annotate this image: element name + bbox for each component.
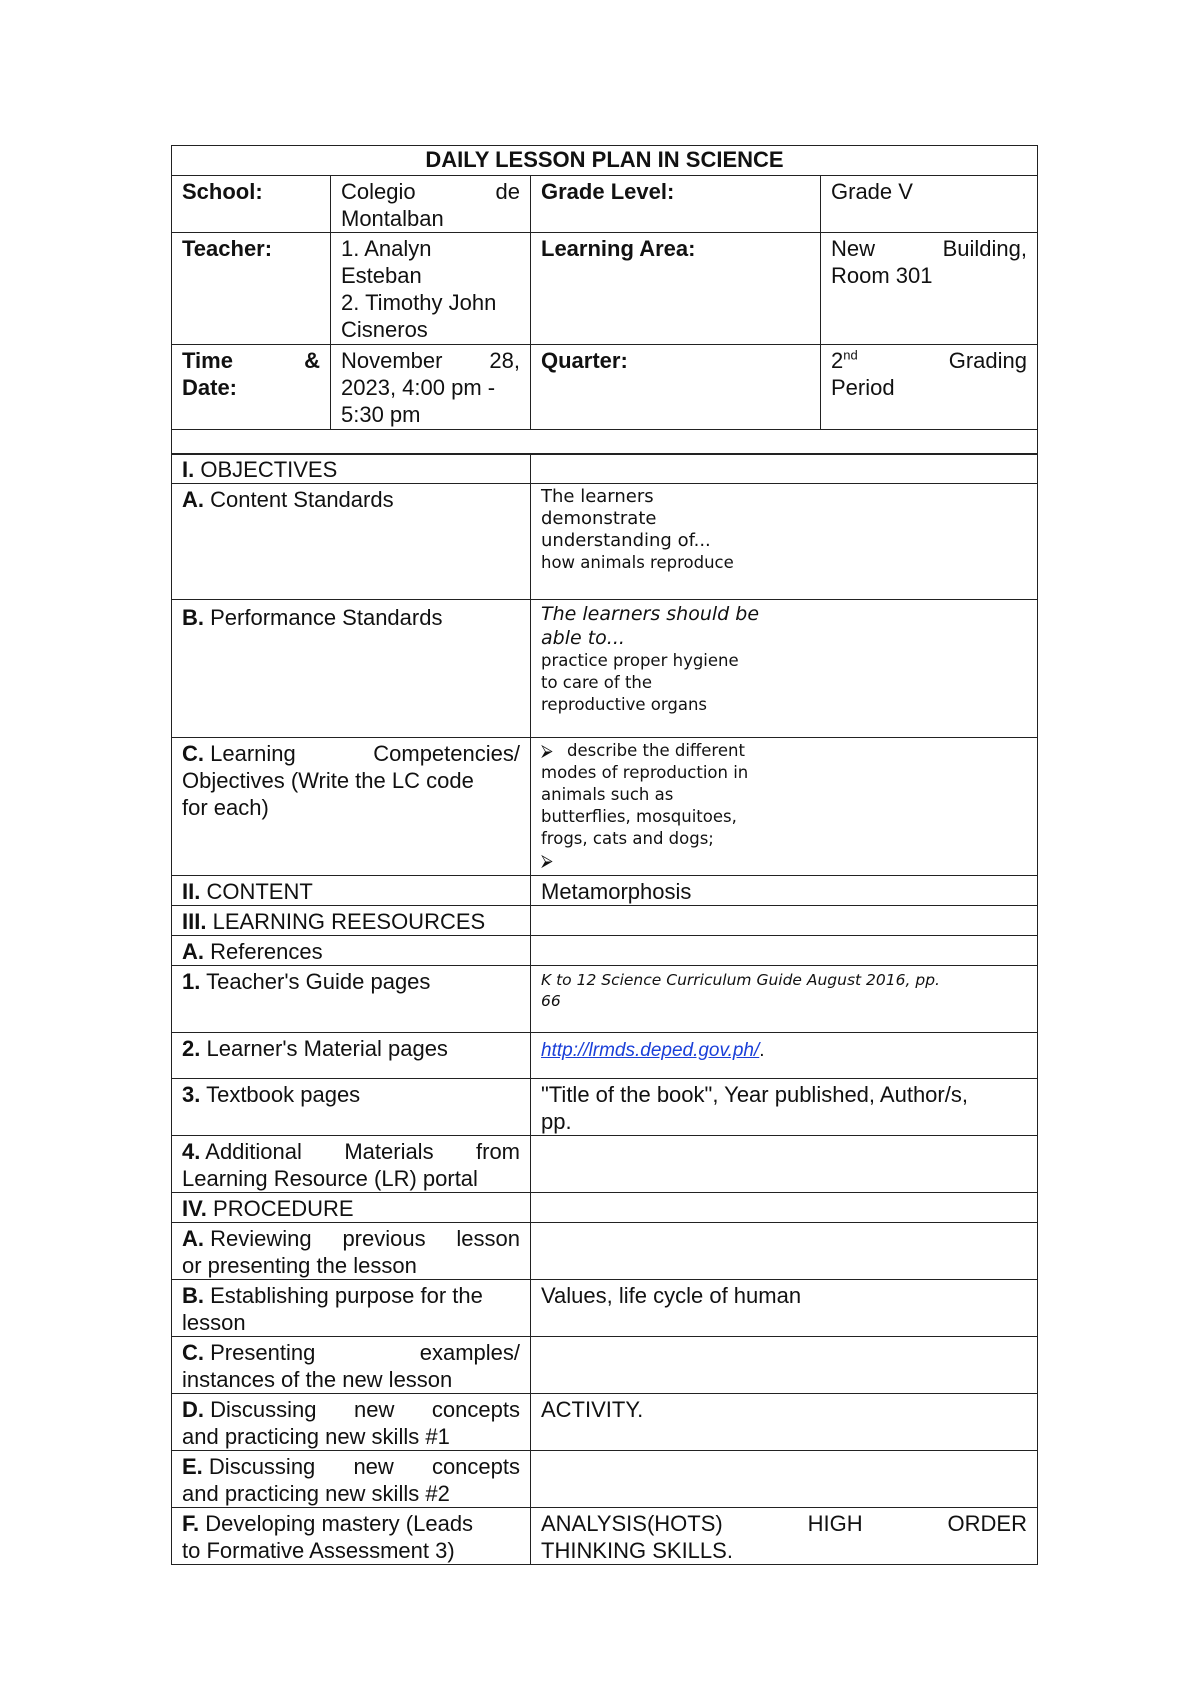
label-line: [182, 1453, 520, 1480]
label-word: Discussing: [208, 1454, 316, 1479]
label-word: Competencies/: [373, 741, 520, 766]
time-date-line: 2023, 4:00 pm -: [341, 375, 496, 400]
row-number: D.: [182, 1397, 204, 1422]
row-number: C.: [182, 741, 204, 766]
school-value-line: Montalban: [341, 206, 444, 231]
label-word: Discussing: [210, 1397, 317, 1422]
value-line: how animals reproduce: [541, 553, 734, 572]
value-line: The learners should be: [541, 603, 760, 625]
row-label: Content Standards: [210, 487, 394, 512]
time-date-label: [172, 345, 331, 430]
table-row: [172, 1394, 1038, 1451]
arrow-bullet-icon: ⮚: [541, 741, 553, 760]
row-number: I.: [182, 457, 195, 482]
value-line: practice proper hygiene: [541, 651, 739, 670]
procedure-d-value: ACTIVITY.: [531, 1394, 1038, 1451]
row-number: A.: [182, 939, 204, 964]
quarter-value: [821, 345, 1038, 430]
row-number: III.: [182, 909, 207, 934]
row-number: A.: [182, 487, 204, 512]
value-line: frogs, cats and dogs;: [541, 829, 714, 848]
additional-materials-value: [531, 1136, 1038, 1193]
table-row: [172, 1033, 1038, 1079]
label-line: for each): [182, 795, 269, 820]
label-line: Learning Resource (LR) portal: [182, 1166, 478, 1191]
label-word: examples/: [419, 1340, 520, 1365]
quarter-number: 2: [831, 348, 844, 373]
additional-materials-label: [172, 1136, 531, 1193]
label-word: new: [353, 1454, 394, 1479]
procedure-a-label: [172, 1223, 531, 1280]
lrmds-link[interactable]: http://lrmds.deped.gov.ph/: [541, 1040, 760, 1061]
label-line: or presenting the lesson: [182, 1253, 417, 1278]
grade-level-value: Grade V: [821, 176, 1038, 233]
content-value: Metamorphosis: [531, 876, 1038, 906]
references-value: [531, 936, 1038, 966]
label-line: [182, 1510, 520, 1537]
procedure-value: [531, 1193, 1038, 1223]
learning-resources-value: [531, 906, 1038, 936]
teacher-line: 2. Timothy John: [341, 290, 497, 315]
value-line: demonstrate: [541, 508, 657, 529]
label-word: Learning: [210, 741, 296, 766]
table-row: [172, 1451, 1038, 1508]
quarter-suffix: nd: [843, 347, 858, 363]
objectives-value: [531, 454, 1038, 484]
procedure-c-label: [172, 1337, 531, 1394]
label-word: concepts: [431, 1454, 520, 1479]
value-word: ORDER: [947, 1511, 1027, 1536]
table-row: [172, 1280, 1038, 1337]
row-label: References: [210, 939, 323, 964]
row-label: Teacher's Guide pages: [206, 969, 431, 994]
value-line: able to...: [541, 627, 625, 649]
label-line: instances of the new lesson: [182, 1367, 453, 1392]
label-word: Materials: [344, 1139, 434, 1164]
procedure-label: [172, 1193, 531, 1223]
time-date-line: November 28,: [341, 348, 520, 373]
value-text: describe the different: [567, 741, 745, 760]
row-label: Learner's Material pages: [206, 1036, 448, 1061]
procedure-b-value: Values, life cycle of human: [531, 1280, 1038, 1337]
quarter-line: Period: [831, 375, 895, 400]
learners-material-value: [531, 1033, 1038, 1079]
value-line: THINKING SKILLS.: [541, 1538, 733, 1563]
document-title: DAILY LESSON PLAN IN SCIENCE: [172, 146, 1038, 176]
table-row: [172, 936, 1038, 966]
school-label: School:: [172, 176, 331, 233]
value-word: HIGH: [807, 1511, 863, 1536]
value-line: [541, 740, 1027, 762]
procedure-c-value: [531, 1337, 1038, 1394]
table-row: [172, 906, 1038, 936]
table-row: [172, 600, 1038, 738]
value-line: 66: [541, 992, 561, 1010]
teachers-guide-label: [172, 966, 531, 1033]
label-line: to Formative Assessment 3): [182, 1538, 455, 1563]
row-number: 2.: [182, 1036, 201, 1061]
procedure-b-label: [172, 1280, 531, 1337]
table-row: [172, 454, 1038, 484]
textbook-label: [172, 1079, 531, 1136]
label-word: Presenting: [210, 1340, 316, 1365]
label-word: Reviewing: [210, 1226, 312, 1251]
label-line: and practicing new skills #1: [182, 1424, 450, 1449]
row-number: C.: [182, 1340, 204, 1365]
spacer-row: [172, 430, 1038, 455]
row-number: 3.: [182, 1082, 201, 1107]
value-line: "Title of the book", Year published, Author/s,: [541, 1082, 968, 1107]
quarter-ordinal: [831, 347, 858, 374]
label-line: Objectives (Write the LC code: [182, 768, 474, 793]
value-line: to care of the: [541, 673, 653, 692]
value-line: [541, 1510, 1027, 1537]
row-label: Performance Standards: [210, 605, 443, 630]
table-row: [172, 738, 1038, 876]
time-date-label-line: Date:: [182, 375, 238, 400]
main-table: [171, 453, 1038, 1565]
learning-area-line: Room 301: [831, 263, 933, 288]
teacher-line: Esteban: [341, 263, 422, 288]
learning-area-value: [821, 233, 1038, 345]
learners-material-label: [172, 1033, 531, 1079]
row-number: E.: [182, 1454, 203, 1479]
value-line: The learners: [541, 486, 654, 507]
learning-resources-label: [172, 906, 531, 936]
label-word: previous: [342, 1226, 426, 1251]
procedure-e-label: [172, 1451, 531, 1508]
row-number: 4.: [182, 1139, 201, 1164]
label-word: new: [354, 1397, 395, 1422]
quarter-line: [831, 347, 1027, 374]
table-row: [172, 1193, 1038, 1223]
content-standards-value: [531, 484, 1038, 600]
row-number: 1.: [182, 969, 201, 994]
teacher-line: Cisneros: [341, 317, 428, 342]
table-row: [172, 1079, 1038, 1136]
competencies-label: [172, 738, 531, 876]
value-line: [541, 850, 1027, 872]
label-part: [182, 740, 296, 767]
value-line: understanding of...: [541, 530, 711, 551]
table-row: [172, 1223, 1038, 1280]
label-part: [182, 1396, 317, 1423]
teachers-guide-value: [531, 966, 1038, 1033]
label-part: [182, 1138, 302, 1165]
label-text: Establishing purpose for the: [210, 1283, 483, 1308]
row-label: OBJECTIVES: [200, 457, 338, 482]
label-line: [182, 1396, 520, 1423]
school-value: [331, 176, 531, 233]
learning-area-label: Learning Area:: [531, 233, 821, 345]
time-date-value: [331, 345, 531, 430]
row-label: PROCEDURE: [213, 1196, 354, 1221]
content-standards-label: [172, 484, 531, 600]
label-line: [182, 1339, 520, 1366]
label-line: [182, 740, 520, 767]
label-line: [182, 1282, 520, 1309]
table-row: [172, 1136, 1038, 1193]
row-label: LEARNING REESOURCES: [212, 909, 486, 934]
row-number: F.: [182, 1511, 200, 1536]
label-line: and practicing new skills #2: [182, 1481, 450, 1506]
table-row: [172, 876, 1038, 906]
label-word: concepts: [431, 1397, 520, 1422]
label-line: [182, 1225, 520, 1252]
row-number: A.: [182, 1226, 204, 1251]
performance-standards-label: [172, 600, 531, 738]
arrow-bullet-icon: ⮚: [541, 851, 553, 870]
time-date-line: 5:30 pm: [341, 402, 421, 427]
teacher-label: Teacher:: [172, 233, 331, 345]
teacher-value: [331, 233, 531, 345]
procedure-e-value: [531, 1451, 1038, 1508]
label-text: Developing mastery (Leads: [205, 1511, 474, 1536]
label-part: [182, 1453, 315, 1480]
table-row: [172, 1337, 1038, 1394]
table-row: [172, 1508, 1038, 1565]
label-line: lesson: [182, 1310, 246, 1335]
references-label: [172, 936, 531, 966]
quarter-word: Grading: [948, 348, 1027, 373]
table-row: [172, 966, 1038, 1033]
row-number: II.: [182, 879, 201, 904]
teacher-line: 1. Analyn: [341, 236, 432, 261]
procedure-f-value: [531, 1508, 1038, 1565]
row-number: IV.: [182, 1196, 207, 1221]
textbook-value: [531, 1079, 1038, 1136]
label-word: Additional: [205, 1139, 302, 1164]
value-line: modes of reproduction in: [541, 763, 749, 782]
grade-level-label: Grade Level:: [531, 176, 821, 233]
performance-standards-value: [531, 600, 1038, 738]
procedure-d-label: [172, 1394, 531, 1451]
row-label: CONTENT: [206, 879, 313, 904]
label-part: [182, 1339, 315, 1366]
value-line: K to 12 Science Curriculum Guide August 2016, pp.: [541, 971, 940, 989]
link-period: .: [759, 1040, 765, 1061]
school-value-line: Colegio de: [341, 179, 520, 204]
table-row: [172, 484, 1038, 600]
content-label: [172, 876, 531, 906]
objectives-label: [172, 454, 531, 484]
competencies-value: [531, 738, 1038, 876]
quarter-label: Quarter:: [531, 345, 821, 430]
label-word: lesson: [456, 1226, 520, 1251]
row-number: B.: [182, 1283, 204, 1308]
value-line: pp.: [541, 1109, 572, 1134]
value-word: ANALYSIS(HOTS): [541, 1511, 723, 1536]
procedure-f-label: [172, 1508, 531, 1565]
row-number: B.: [182, 605, 204, 630]
value-line: animals such as: [541, 785, 674, 804]
procedure-a-value: [531, 1223, 1038, 1280]
value-line: butterflies, mosquitoes,: [541, 807, 737, 826]
time-date-label-line: Time &: [182, 348, 320, 373]
label-word: from: [476, 1139, 520, 1164]
row-label: Textbook pages: [206, 1082, 361, 1107]
label-part: [182, 1225, 312, 1252]
value-line: reproductive organs: [541, 695, 708, 714]
label-line: [182, 1138, 520, 1165]
learning-area-line: New Building,: [831, 236, 1027, 261]
header-table: [171, 145, 1038, 455]
